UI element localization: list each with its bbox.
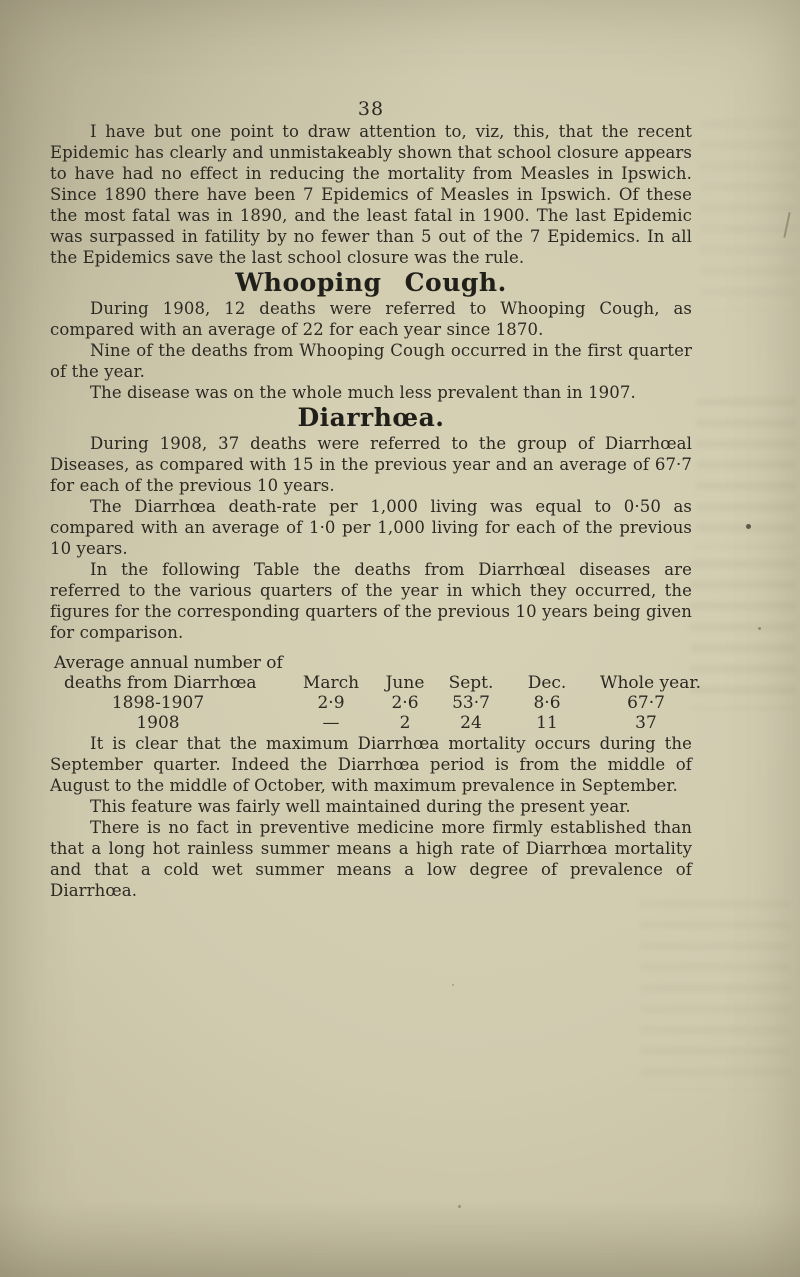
whooping-cough-paragraph: Nine of the deaths from Whooping Cough occurred in the first quarter of the year. bbox=[50, 341, 692, 381]
whooping-cough-paragraph: The disease was on the whole much less prevalent than in 1907. bbox=[90, 383, 636, 402]
bleed-through-texture bbox=[696, 398, 796, 548]
paper-speck bbox=[746, 524, 751, 529]
diarrhoea-paragraph: This feature was fairly well maintained during the present year. bbox=[90, 797, 631, 816]
table-caption-line-2: deaths from Diarrhœa bbox=[64, 673, 257, 693]
bleed-through-texture bbox=[690, 560, 796, 710]
diarrhoea-heading: Diarrhœa. bbox=[297, 403, 445, 432]
table-row-label: 1898-1907 bbox=[111, 693, 205, 713]
diarrhoea-quarterly-table bbox=[50, 653, 702, 733]
table-row bbox=[50, 693, 692, 713]
whooping-cough-paragraph: During 1908, 12 deaths were referred to Whooping Cough, as compared with an average of 22 for each year since 1870. bbox=[50, 299, 692, 339]
table-cell: 2·6 bbox=[391, 693, 419, 713]
diarrhoea-paragraph: There is no fact in preventive medicine more firmly established than that a long hot rainless summer means a high rate of Diarrhœa mortality and that a cold wet summer means a low degree of prevalence of Diarrhœa. bbox=[50, 818, 692, 900]
table-column-header: Sept. bbox=[448, 673, 494, 693]
diarrhoea-paragraph: During 1908, 37 deaths were referred to the group of Diarrhœal Diseases, as compared with 15 in the previous year and an average of 67·7 for each of the previous 10 years. bbox=[50, 434, 692, 495]
diarrhoea-paragraph: The Diarrhœa death-rate per 1,000 living was equal to 0·50 as compared with an average of 1·0 per 1,000 living for each of the previous 10 years. bbox=[50, 497, 692, 558]
paper-speck bbox=[452, 984, 454, 986]
table-row bbox=[50, 713, 692, 733]
table-cell: 2·9 bbox=[317, 693, 345, 713]
table-cell: 8·6 bbox=[533, 693, 561, 713]
table-row-label: 1908 bbox=[136, 713, 180, 733]
table-cell: 24 bbox=[460, 713, 482, 733]
whooping-cough-heading: Whooping Cough. bbox=[235, 268, 507, 297]
scratch-mark bbox=[783, 212, 790, 238]
diarrhoea-paragraph: In the following Table the deaths from Diarrhœal diseases are referred to the various quarters of the year in which they occurred, the figures for the corresponding quarters of the previous 10 years being given for comparison. bbox=[50, 560, 692, 642]
table-column-header: March bbox=[302, 673, 360, 693]
table-header-row bbox=[50, 673, 702, 693]
page-number: 38 bbox=[357, 98, 385, 120]
table-cell: 53·7 bbox=[452, 693, 490, 713]
table-column-header: Dec. bbox=[527, 673, 567, 693]
paper-speck bbox=[758, 627, 761, 630]
table-cell: 2 bbox=[399, 713, 411, 733]
table-column-header: Whole year. bbox=[600, 673, 702, 693]
text-block bbox=[50, 0, 702, 901]
table-cell: 67·7 bbox=[627, 693, 665, 713]
table-cell: 11 bbox=[536, 713, 558, 733]
table-column-header: June bbox=[385, 673, 425, 693]
table-caption-line-1: Average annual number of bbox=[54, 653, 283, 673]
bleed-through-texture bbox=[640, 900, 790, 1090]
table-cell: — bbox=[322, 713, 340, 733]
table-cell: 37 bbox=[635, 713, 657, 733]
intro-paragraph: I have but one point to draw attention to, viz, this, that the recent Epidemic has clearly and unmistakeably shown that school closure appears to have had no effect in reducing the mortality from Measles in Ipswich. Since 1890 there have been 7 Epidemics of Measles in Ipswich. Of these the most fatal was in 1890, and the least fatal in 1900. The last Epidemic was surpassed in fatility by no fewer than 5 out of the 7 Epidemics. In all the Epidemics save the last school closure was the rule. bbox=[50, 122, 692, 267]
bleed-through-texture bbox=[700, 120, 796, 310]
paper-speck bbox=[458, 1205, 461, 1208]
diarrhoea-paragraph: It is clear that the maximum Diarrhœa mortality occurs during the September quarter. Indeed the Diarrhœa period is from the middle of August to the middle of October, with maximum prevalence in September. bbox=[50, 734, 692, 795]
